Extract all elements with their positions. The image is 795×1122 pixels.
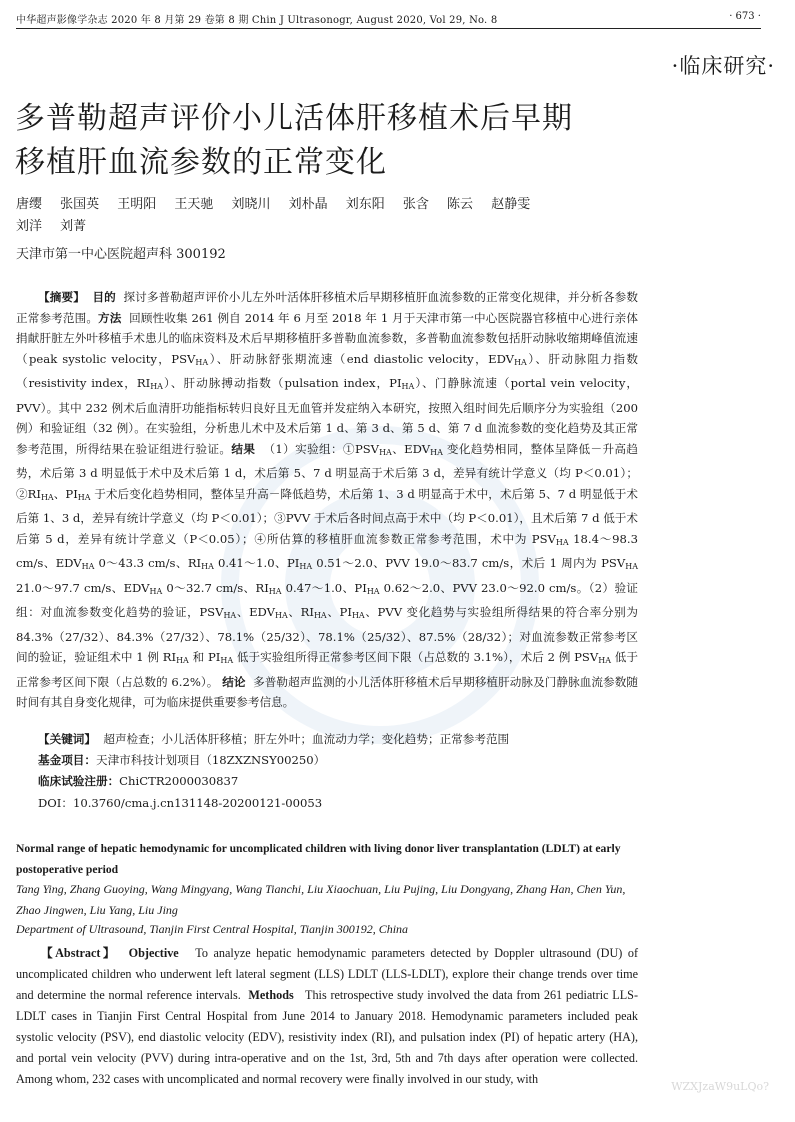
trial-label: 临床试验注册： xyxy=(38,774,120,788)
methods-label: 方法 xyxy=(98,310,122,325)
abstract-text: 回顾性收集 261 例自 2014 年 6 月至 2018 年 1 月于天津市第一中心医院器官移植中心进行亲体捐献肝脏左外叶移植手术患儿的临床资料及术后早期移植肝多普勒血流参数，多普勒血流参数包括肝动脉收缩期峰值流速（peak systolic velocity，PSV xyxy=(16,310,638,366)
authors-line-2: 刘洋 刘菁 xyxy=(16,219,87,234)
subscript: HA xyxy=(149,586,163,596)
header-rule xyxy=(16,28,761,29)
objective-label: 目的 xyxy=(92,290,116,304)
abstract-text: 、EDV xyxy=(391,441,431,456)
subscript: HA xyxy=(401,382,415,391)
subscript: HA xyxy=(77,492,91,502)
abstract-text: ）、肝动脉搏动指数（pulsation index，PI xyxy=(162,376,402,390)
abstract-chinese xyxy=(16,287,638,713)
subscript: HA xyxy=(598,656,612,665)
english-authors: Tang Ying, Zhang Guoying, Wang Mingyang, Wang Tianchi, Liu Xiaochuan, Liu Pujing, Liu Dongyang, Zhang Han, Chen Yun, Zhao Jingwen, Liu Yang, Liu Jing xyxy=(16,882,626,917)
subscript: HA xyxy=(625,562,638,571)
subscript: HA xyxy=(220,656,234,665)
abstract-text: 、PI xyxy=(53,486,78,501)
en-methods-label: Methods xyxy=(248,988,294,1002)
trial-text: ChiCTR2000030837 xyxy=(119,774,239,788)
abstract-text: （1）实验组：①PSV xyxy=(263,441,380,456)
abstract-text: 0.62～2.0、PVV 23.0～92.0 cm/s。（2）验证组：对血流参数变化趋势的验证，PSV xyxy=(16,580,638,619)
page-number: · 673 · xyxy=(729,11,761,22)
journal-citation: 中华超声影像学杂志 2020 年 8 月第 29 卷第 8 期 Chin J Ultrasonogr, August 2020, Vol 29, No. 8 xyxy=(16,15,498,26)
abstract-text: 和 PI xyxy=(188,650,221,664)
abstract-text: 0.47～1.0、PI xyxy=(281,580,367,595)
keywords-label: 【关键词】 xyxy=(38,732,96,746)
affiliation: 天津市第一中心医院超声科 300192 xyxy=(16,247,226,262)
abstract-text: 低于实验组所得正常参考区间下限（占总数的 3.1%），术后 2 例 PSV xyxy=(233,650,599,664)
subscript: HA xyxy=(275,611,288,620)
abstract-text: 、RI xyxy=(287,605,314,619)
doi-text: DOI：10.3760/cma.j.cn131148-20200121-00053 xyxy=(38,796,323,810)
en-objective-text: To analyze hepatic hemodynamic parameters detected by Doppler ultrasound (DU) of uncomplicated children who underwent left lateral segment (LLS) LDLT (LLS-LDLT), explore their change trends over time and determine the normal reference intervals. xyxy=(16,946,639,1002)
title-line-1: 多普勒超声评价小儿活体肝移植术后早期 xyxy=(15,101,573,136)
abstract-text: 于术后变化趋势相同，整体呈升高－降低趋势，术后第 1、3 d 明显高于术中，术后第 5、7 d 明显低于术后第 1、3 d，差异有统计学意义（均 P＜0.01）；③PVV 于术后各时间点高于术中（均 P＜0.01），且术后第 7 d 低于术后第 5 d，差异有统计学意义（P＜0.05）；④所估算的移植肝血流参数正常参考范围，术中为 PSV xyxy=(16,486,638,546)
abstract-text: 、EDV xyxy=(236,605,275,619)
keywords-text: 超声检查；小儿活体肝移植；肝左外叶；血流动力学；变化趋势；正常参考范围 xyxy=(103,732,510,746)
subscript: HA xyxy=(150,382,163,391)
abstract-label: 【摘要】 xyxy=(38,290,85,304)
en-objective-label: Objective xyxy=(128,946,179,960)
abstract-text: 0～32.7 cm/s、RI xyxy=(162,580,269,595)
english-title: Normal range of hepatic hemodynamic for uncomplicated children with living donor liver transplantation (LDLT) at early postoperative period xyxy=(16,842,621,876)
abstract-text: 0.41～1.0、PI xyxy=(213,556,300,570)
conclusion-label: 结论 xyxy=(222,674,246,689)
fund-item xyxy=(16,750,638,771)
abstract-text: 、PI xyxy=(326,605,352,619)
en-methods-text: This retrospective study involved the data from 261 pediatric LLS-LDLT cases in Tianjin First Central Hospital from June 2014 to January 2018. Hemodynamic parameters included peak systolic velocity (PSV), end diastolic velocity (EDV), resistivity index (RI), and pulsation index (PI) of hepatic artery (HA), and portal vein velocity (PVV) during intra-operative and on the 1st, 3rd, 5th and 7th days after operation were collected. Among whom, 232 cases with uncomplicated and normal recovery were finally involved in our study, with xyxy=(16,988,639,1086)
subscript: HA xyxy=(176,656,189,665)
abstract-text: 探讨多普勒超声评价小儿左外叶活体肝移植术后早期移植肝血流参数的正常变化规律，并分析各参数正常参考范围。 xyxy=(16,290,638,325)
results-label: 结果 xyxy=(231,441,256,456)
subscript: HA xyxy=(201,562,214,571)
subscript: HA xyxy=(514,357,527,367)
subscript: HA xyxy=(379,447,392,457)
abstract-text: 18.4～98.3 cm/s、EDV xyxy=(16,531,638,570)
abstract-text: 0.51～2.0、PVV 19.0～83.7 cm/s，术后 1 周内为 PSV xyxy=(312,556,626,570)
section-tag: ·临床研究· xyxy=(671,54,775,78)
english-affiliation: Department of Ultrasound, Tianjin First Central Hospital, Tianjin 300192, China xyxy=(16,922,409,936)
corner-watermark: WZXJzaW9uLQo? xyxy=(671,1080,769,1093)
abstract-text: ）、肝动脉阻力指数（resistivity index，RI xyxy=(16,351,639,390)
subscript: HA xyxy=(81,562,95,571)
subscript: HA xyxy=(351,611,365,620)
doi xyxy=(16,793,638,814)
subscript: HA xyxy=(195,357,209,367)
author-list xyxy=(16,194,756,238)
abstract-english xyxy=(16,943,638,1090)
subscript: HA xyxy=(313,611,327,620)
abstract-text: 多普勒超声监测的小儿活体肝移植术后早期移植肝动脉及门静脉血流参数随时间有其自身变化规律，可为临床提供重要参考信息。 xyxy=(16,674,638,709)
abstract-text: ）、门静脉流速（portal vein velocity，PVV）。其中 232 例术后血清肝功能指标转归良好且无血管并发症纳入本研究，按照入组时间先后顺序分为实验组（200 例）和验证组（32 例）。在实验组，分析患儿术中及术后第 1 d、第 3 d、第 5 d、第 7 d 血流参数的变化趋势及其正常参考范围，所得结果在验证组进行验证。 xyxy=(16,376,638,456)
subscript: HA xyxy=(40,492,54,502)
subscript: HA xyxy=(223,611,237,620)
subscript: HA xyxy=(430,447,443,457)
abstract-text: 、PVV 变化趋势与实验组所得结果的符合率分别为 84.3%（27/32）、84.3%（27/32）、78.1%（25/32）、78.1%（25/32）、87.5%（28/32）；对血流参数正常参考区间的验证，验证组术中 1 例 RI xyxy=(16,605,638,664)
abstract-text: 0～43.3 cm/s、RI xyxy=(94,556,202,570)
abstract-text: 21.0～97.7 cm/s、EDV xyxy=(16,580,150,595)
abstract-text: ）、肝动脉舒张期流速（end diastolic velocity，EDV xyxy=(208,351,515,366)
abstract-text: 低于正常参考区间下限（占总数的 6.2%）。 xyxy=(16,650,638,689)
subscript: HA xyxy=(299,562,313,571)
article-title xyxy=(15,97,695,185)
fund-label: 基金项目： xyxy=(38,753,96,767)
authors-line-1: 唐缨 张国英 王明阳 王天驰 刘晓川 刘朴晶 刘东阳 张含 陈云 赵静雯 xyxy=(16,197,531,212)
fund-text: 天津市科技计划项目（18ZXZNSY00250） xyxy=(95,753,326,767)
keywords xyxy=(16,729,638,750)
en-abstract-label: 【Abstract】 xyxy=(38,946,118,960)
subscript: HA xyxy=(366,586,380,596)
trial-registration xyxy=(16,771,638,792)
subscript: HA xyxy=(268,586,282,596)
title-line-2: 移植肝血流参数的正常变化 xyxy=(15,145,387,180)
abstract-text: 变化趋势相同，整体呈降低－升高趋势，术后第 3 d 明显低于术中及术后第 1 d，术后第 5、7 d 明显高于术后第 3 d，差异有统计学意义（均 P＜0.01）；②RI xyxy=(16,441,638,501)
subscript: HA xyxy=(555,537,569,547)
